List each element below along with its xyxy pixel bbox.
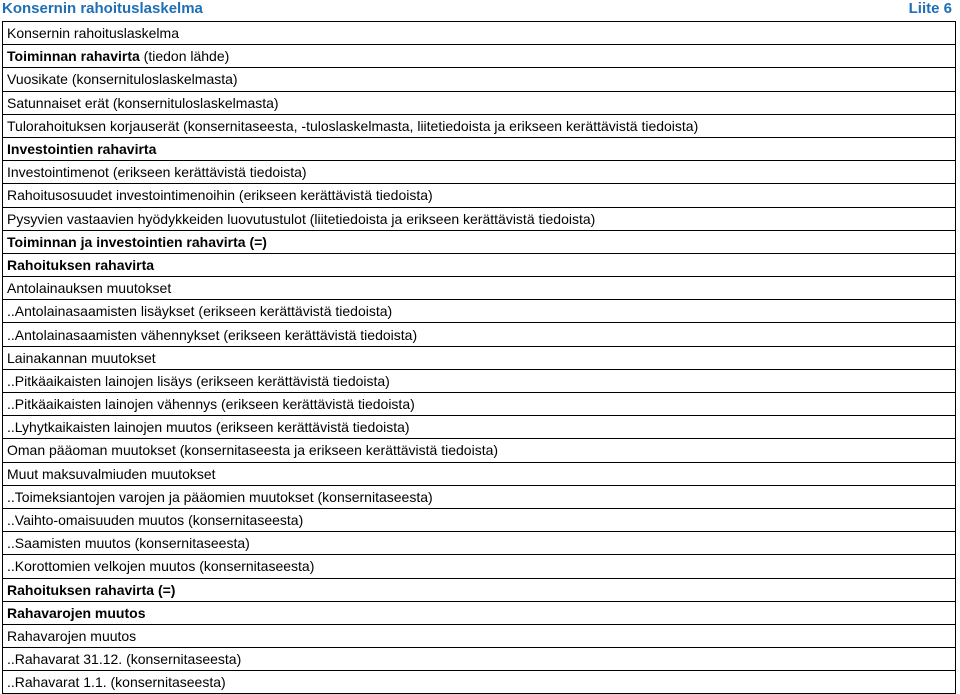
row-label: ..Pitkäaikaisten lainojen vähennys (erikseen kerättävistä tiedoista) [7, 396, 415, 413]
row-label: ..Rahavarat 1.1. (konsernitaseesta) [7, 674, 226, 691]
cash-flow-table [2, 21, 956, 694]
table-row [3, 207, 956, 230]
row-label: Antolainauksen muutokset [7, 280, 172, 297]
row-label-cell [3, 532, 956, 555]
row-label: ..Antolainasaamisten lisäykset (erikseen kerättävistä tiedoista) [7, 303, 393, 320]
row-label: Satunnaiset erät (konsernituloslaskelmasta) [7, 94, 279, 111]
row-label: Toiminnan rahavirta [7, 48, 140, 65]
row-label-cell [3, 601, 956, 624]
table-row [3, 300, 956, 323]
row-note: (tiedon lähde) [139, 48, 230, 65]
row-label: ..Vaihto-omaisuuden muutos (konsernitaseesta) [7, 512, 304, 529]
row-label: ..Toimeksiantojen varojen ja pääomien muutokset (konsernitaseesta) [7, 488, 433, 505]
row-label-cell [3, 184, 956, 207]
table-row [3, 393, 956, 416]
page-title: Konsernin rahoituslaskelma [2, 0, 203, 17]
row-label: ..Pitkäaikaisten lainojen lisäys (erikseen kerättävistä tiedoista) [7, 372, 390, 389]
row-label: Lainakannan muutokset [7, 349, 156, 366]
row-label-cell [3, 671, 956, 694]
table-row [3, 648, 956, 671]
row-label-cell [3, 207, 956, 230]
table-row [3, 230, 956, 253]
table-row [3, 578, 956, 601]
row-label-cell [3, 114, 956, 137]
row-label: Oman pääoman muutokset (konsernitaseesta ja erikseen kerättävistä tiedoista) [7, 442, 499, 459]
row-label: Toiminnan ja investointien rahavirta (=) [7, 233, 267, 250]
row-label-cell [3, 253, 956, 276]
table-row [3, 555, 956, 578]
row-label-cell [3, 22, 956, 45]
table-row [3, 91, 956, 114]
row-label: ..Lyhytkaikaisten lainojen muutos (erikseen kerättävistä tiedoista) [7, 419, 410, 436]
table-row [3, 277, 956, 300]
row-label: Rahavarojen muutos [7, 604, 146, 621]
row-label: Konsernin rahoituslaskelma [7, 25, 179, 42]
table-row [3, 439, 956, 462]
row-label-cell [3, 508, 956, 531]
table-row [3, 624, 956, 647]
appendix-label: Liite 6 [908, 0, 952, 17]
row-label: Investointien rahavirta [7, 141, 157, 158]
table-row [3, 416, 956, 439]
row-label-cell [3, 369, 956, 392]
row-label-cell [3, 416, 956, 439]
row-label: ..Saamisten muutos (konsernitaseesta) [7, 535, 250, 552]
row-label-cell [3, 277, 956, 300]
row-label-cell [3, 161, 956, 184]
row-label-cell [3, 462, 956, 485]
table-row [3, 346, 956, 369]
row-label-cell [3, 230, 956, 253]
row-label-cell [3, 555, 956, 578]
row-label: ..Antolainasaamisten vähennykset (erikseen kerättävistä tiedoista) [7, 326, 418, 343]
row-label-cell [3, 323, 956, 346]
row-label: Rahoitusosuudet investointimenoihin (erikseen kerättävistä tiedoista) [7, 187, 433, 204]
table-row [3, 485, 956, 508]
row-label: ..Rahavarat 31.12. (konsernitaseesta) [7, 651, 242, 668]
row-label: ..Korottomien velkojen muutos (konsernitaseesta) [7, 558, 315, 575]
table-row [3, 22, 956, 45]
row-label: Tulorahoituksen korjauserät (konsernitaseesta, -tuloslaskelmasta, liitetiedoista ja erikseen kerättävistä tiedoista) [7, 117, 699, 134]
row-label: Investointimenot (erikseen kerättävistä tiedoista) [7, 164, 307, 181]
row-label: Vuosikate (konsernituloslaskelmasta) [7, 71, 238, 88]
table-row [3, 601, 956, 624]
row-label-cell [3, 137, 956, 160]
row-label: Muut maksuvalmiuden muutokset [7, 465, 216, 482]
table-row [3, 462, 956, 485]
row-label-cell [3, 68, 956, 91]
row-label: Rahoituksen rahavirta (=) [7, 581, 176, 598]
page-header [0, 0, 960, 17]
table-row [3, 532, 956, 555]
row-label-cell [3, 300, 956, 323]
table-row [3, 184, 956, 207]
row-label-cell [3, 439, 956, 462]
table-row [3, 508, 956, 531]
row-label: Rahoituksen rahavirta [7, 256, 155, 273]
cash-flow-table-body [3, 22, 956, 694]
table-row [3, 671, 956, 694]
table-row [3, 161, 956, 184]
row-label-cell [3, 91, 956, 114]
row-label-cell [3, 648, 956, 671]
table-row [3, 137, 956, 160]
table-row [3, 45, 956, 68]
row-label-cell [3, 346, 956, 369]
table-row [3, 369, 956, 392]
row-label: Rahavarojen muutos [7, 627, 137, 644]
row-label-cell [3, 624, 956, 647]
table-row [3, 114, 956, 137]
row-label-cell [3, 393, 956, 416]
row-label-cell [3, 578, 956, 601]
table-row [3, 323, 956, 346]
row-label-cell [3, 485, 956, 508]
table-row [3, 68, 956, 91]
table-row [3, 253, 956, 276]
row-label-cell [3, 45, 956, 68]
row-label: Pysyvien vastaavien hyödykkeiden luovutustulot (liitetiedoista ja erikseen kerättävistä tiedoista) [7, 210, 596, 227]
